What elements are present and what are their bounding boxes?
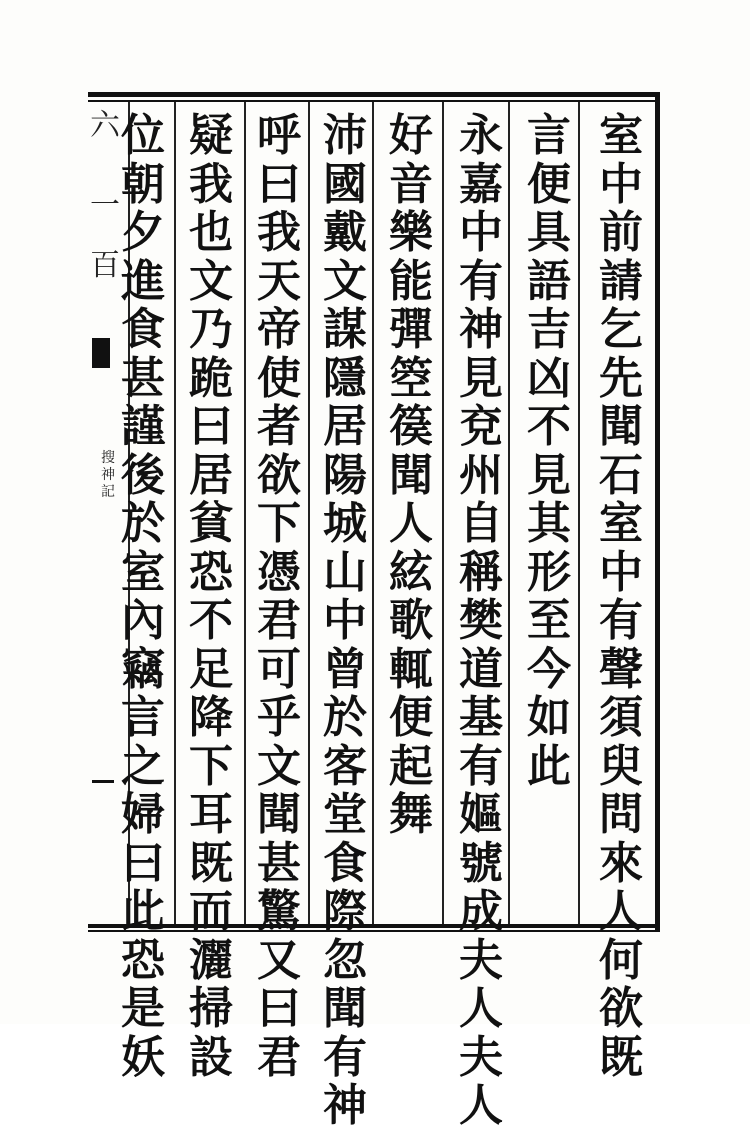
text-glyph: 夫: [459, 934, 503, 986]
text-glyph: 成: [459, 886, 503, 937]
column-divider: [578, 102, 580, 924]
text-glyph: 能: [389, 255, 433, 307]
text-glyph: 樂: [389, 207, 433, 258]
text-glyph: 隱: [323, 352, 367, 404]
text-glyph: 國: [323, 158, 367, 210]
text-glyph: 沛: [323, 110, 367, 161]
frame-right-border: [655, 92, 660, 932]
text-glyph: 內: [121, 595, 165, 646]
text-glyph: 又: [257, 934, 301, 986]
text-glyph: 既: [189, 837, 233, 889]
text-glyph: 州: [459, 449, 503, 501]
text-glyph: 來: [599, 837, 643, 889]
text-glyph: 曾: [323, 643, 367, 695]
text-glyph: 聞: [599, 401, 643, 452]
text-glyph: 於: [323, 692, 367, 743]
text-column-8: [114, 112, 172, 1082]
text-glyph: 食: [121, 304, 165, 355]
text-glyph: 呼: [257, 110, 301, 161]
margin-top-char-1: 六: [90, 108, 120, 143]
text-glyph: 永: [459, 110, 503, 161]
frame-bottom-inner-border: [88, 930, 660, 932]
text-glyph: 足: [189, 643, 233, 695]
margin-title-char: 搜: [101, 450, 115, 466]
text-glyph: 設: [189, 1031, 233, 1083]
text-glyph: 輒: [389, 643, 433, 695]
text-glyph: 便: [389, 692, 433, 743]
text-glyph: 音: [389, 158, 433, 210]
text-glyph: 神: [323, 1080, 367, 1131]
text-glyph: 驚: [257, 886, 301, 937]
text-glyph: 言: [527, 110, 571, 161]
margin-top-char-3: 百: [90, 248, 120, 283]
text-glyph: 朝: [121, 158, 165, 210]
text-glyph: 兗: [459, 401, 503, 452]
text-glyph: 貧: [189, 498, 233, 549]
text-glyph: 竊: [121, 643, 165, 695]
text-glyph: 室: [599, 110, 643, 161]
text-glyph: 忽: [323, 934, 367, 986]
text-glyph: 問: [599, 789, 643, 840]
text-glyph: 君: [257, 1031, 301, 1083]
text-glyph: 文: [323, 255, 367, 307]
frame-bottom-border: [88, 924, 660, 928]
text-column-5: [316, 112, 374, 1131]
text-column-7: [182, 112, 240, 1082]
margin-title-char: 記: [101, 484, 115, 500]
text-glyph: 起: [389, 740, 433, 792]
text-glyph: 之: [121, 740, 165, 792]
text-glyph: 此: [527, 740, 571, 792]
text-glyph: 其: [527, 498, 571, 549]
text-glyph: 欲: [599, 983, 643, 1034]
text-glyph: 中: [323, 595, 367, 646]
text-glyph: 臾: [599, 740, 643, 792]
column-divider: [442, 102, 444, 924]
text-glyph: 便: [527, 158, 571, 210]
text-glyph: 際: [323, 886, 367, 937]
column-divider: [174, 102, 176, 924]
text-glyph: 使: [257, 352, 301, 404]
text-glyph: 天: [257, 255, 301, 307]
text-glyph: 號: [459, 837, 503, 889]
text-glyph: 有: [323, 1031, 367, 1083]
text-glyph: 甚: [121, 352, 165, 404]
text-glyph: 前: [599, 207, 643, 258]
text-glyph: 是: [121, 983, 165, 1034]
text-glyph: 位: [121, 110, 165, 161]
frame-top-border: [88, 92, 660, 97]
text-glyph: 妖: [121, 1031, 165, 1083]
text-glyph: 山: [323, 546, 367, 598]
text-glyph: 乎: [257, 692, 301, 743]
margin-title-char: 神: [101, 467, 115, 483]
text-glyph: 形: [527, 546, 571, 598]
text-glyph: 不: [527, 401, 571, 452]
text-glyph: 人: [389, 498, 433, 549]
text-glyph: 者: [257, 401, 301, 452]
text-glyph: 文: [257, 740, 301, 792]
text-glyph: 具: [527, 207, 571, 258]
text-glyph: 如: [527, 692, 571, 743]
text-glyph: 居: [189, 449, 233, 501]
text-glyph: 欲: [257, 449, 301, 501]
text-glyph: 語: [527, 255, 571, 307]
text-glyph: 神: [459, 304, 503, 355]
text-glyph: 謀: [323, 304, 367, 355]
text-glyph: 跪: [189, 352, 233, 404]
text-glyph: 篌: [389, 401, 433, 452]
text-glyph: 堂: [323, 789, 367, 840]
text-glyph: 箜: [389, 352, 433, 404]
text-column-2: [520, 112, 578, 791]
text-glyph: 夫: [459, 1031, 503, 1083]
text-glyph: 乞: [599, 304, 643, 355]
text-glyph: 道: [459, 643, 503, 695]
text-glyph: 人: [599, 886, 643, 937]
margin-tick-mark: [92, 780, 114, 783]
text-glyph: 吉: [527, 304, 571, 355]
text-glyph: 戴: [323, 207, 367, 258]
text-glyph: 耳: [189, 789, 233, 840]
text-glyph: 有: [459, 740, 503, 792]
text-glyph: 城: [323, 498, 367, 549]
text-glyph: 舞: [389, 789, 433, 840]
text-glyph: 我: [189, 158, 233, 210]
text-column-1: [592, 112, 650, 1082]
text-glyph: 中: [459, 207, 503, 258]
text-glyph: 樊: [459, 595, 503, 646]
text-glyph: 聞: [323, 983, 367, 1034]
text-glyph: 有: [599, 595, 643, 646]
text-glyph: 嘉: [459, 158, 503, 210]
text-glyph: 恐: [189, 546, 233, 598]
text-glyph: 降: [189, 692, 233, 743]
text-glyph: 曰: [121, 837, 165, 889]
text-glyph: 不: [189, 595, 233, 646]
text-glyph: 進: [121, 255, 165, 307]
text-glyph: 掃: [189, 983, 233, 1034]
text-glyph: 言: [121, 692, 165, 743]
text-glyph: 人: [459, 983, 503, 1034]
text-glyph: 於: [121, 498, 165, 549]
text-glyph: 見: [459, 352, 503, 404]
text-glyph: 彈: [389, 304, 433, 355]
text-glyph: 室: [121, 546, 165, 598]
text-glyph: 我: [257, 207, 301, 258]
text-glyph: 有: [459, 255, 503, 307]
text-glyph: 見: [527, 449, 571, 501]
text-column-6: [250, 112, 308, 1082]
text-glyph: 請: [599, 255, 643, 307]
column-divider: [244, 102, 246, 924]
text-glyph: 而: [189, 886, 233, 937]
text-glyph: 夕: [121, 207, 165, 258]
text-glyph: 室: [599, 498, 643, 549]
text-glyph: 下: [257, 498, 301, 549]
text-glyph: 先: [599, 352, 643, 404]
text-glyph: 曰: [257, 158, 301, 210]
text-glyph: 曰: [189, 401, 233, 452]
text-column-3: [452, 112, 510, 1131]
text-glyph: 也: [189, 207, 233, 258]
text-glyph: 恐: [121, 934, 165, 986]
text-glyph: 嫗: [459, 789, 503, 840]
text-glyph: 須: [599, 692, 643, 743]
text-glyph: 聲: [599, 643, 643, 695]
text-glyph: 既: [599, 1031, 643, 1083]
text-glyph: 帝: [257, 304, 301, 355]
text-glyph: 後: [121, 449, 165, 501]
text-glyph: 陽: [323, 449, 367, 501]
text-glyph: 聞: [257, 789, 301, 840]
text-glyph: 自: [459, 498, 503, 549]
text-glyph: 稱: [459, 546, 503, 598]
text-glyph: 中: [599, 158, 643, 210]
text-glyph: 歌: [389, 595, 433, 646]
text-glyph: 中: [599, 546, 643, 598]
text-glyph: 灑: [189, 934, 233, 986]
fish-tail-mark: [92, 338, 110, 368]
margin-top-char-2: 一: [90, 188, 120, 223]
text-glyph: 至: [527, 595, 571, 646]
text-glyph: 聞: [389, 449, 433, 501]
text-glyph: 居: [323, 401, 367, 452]
text-glyph: 婦: [121, 789, 165, 840]
text-glyph: 今: [527, 643, 571, 695]
text-glyph: 人: [459, 1080, 503, 1131]
text-glyph: 乃: [189, 304, 233, 355]
text-glyph: 何: [599, 934, 643, 986]
text-glyph: 石: [599, 449, 643, 501]
column-divider: [308, 102, 310, 924]
text-glyph: 好: [389, 110, 433, 161]
text-glyph: 基: [459, 692, 503, 743]
text-glyph: 可: [257, 643, 301, 695]
text-glyph: 疑: [189, 110, 233, 161]
text-glyph: 甚: [257, 837, 301, 889]
text-glyph: 此: [121, 886, 165, 937]
text-glyph: 凶: [527, 352, 571, 404]
text-glyph: 謹: [121, 401, 165, 452]
text-glyph: 下: [189, 740, 233, 792]
text-glyph: 曰: [257, 983, 301, 1034]
text-glyph: 文: [189, 255, 233, 307]
text-column-4: [382, 112, 440, 840]
text-glyph: 食: [323, 837, 367, 889]
text-glyph: 絃: [389, 546, 433, 598]
text-glyph: 君: [257, 595, 301, 646]
text-glyph: 憑: [257, 546, 301, 598]
text-glyph: 客: [323, 740, 367, 792]
